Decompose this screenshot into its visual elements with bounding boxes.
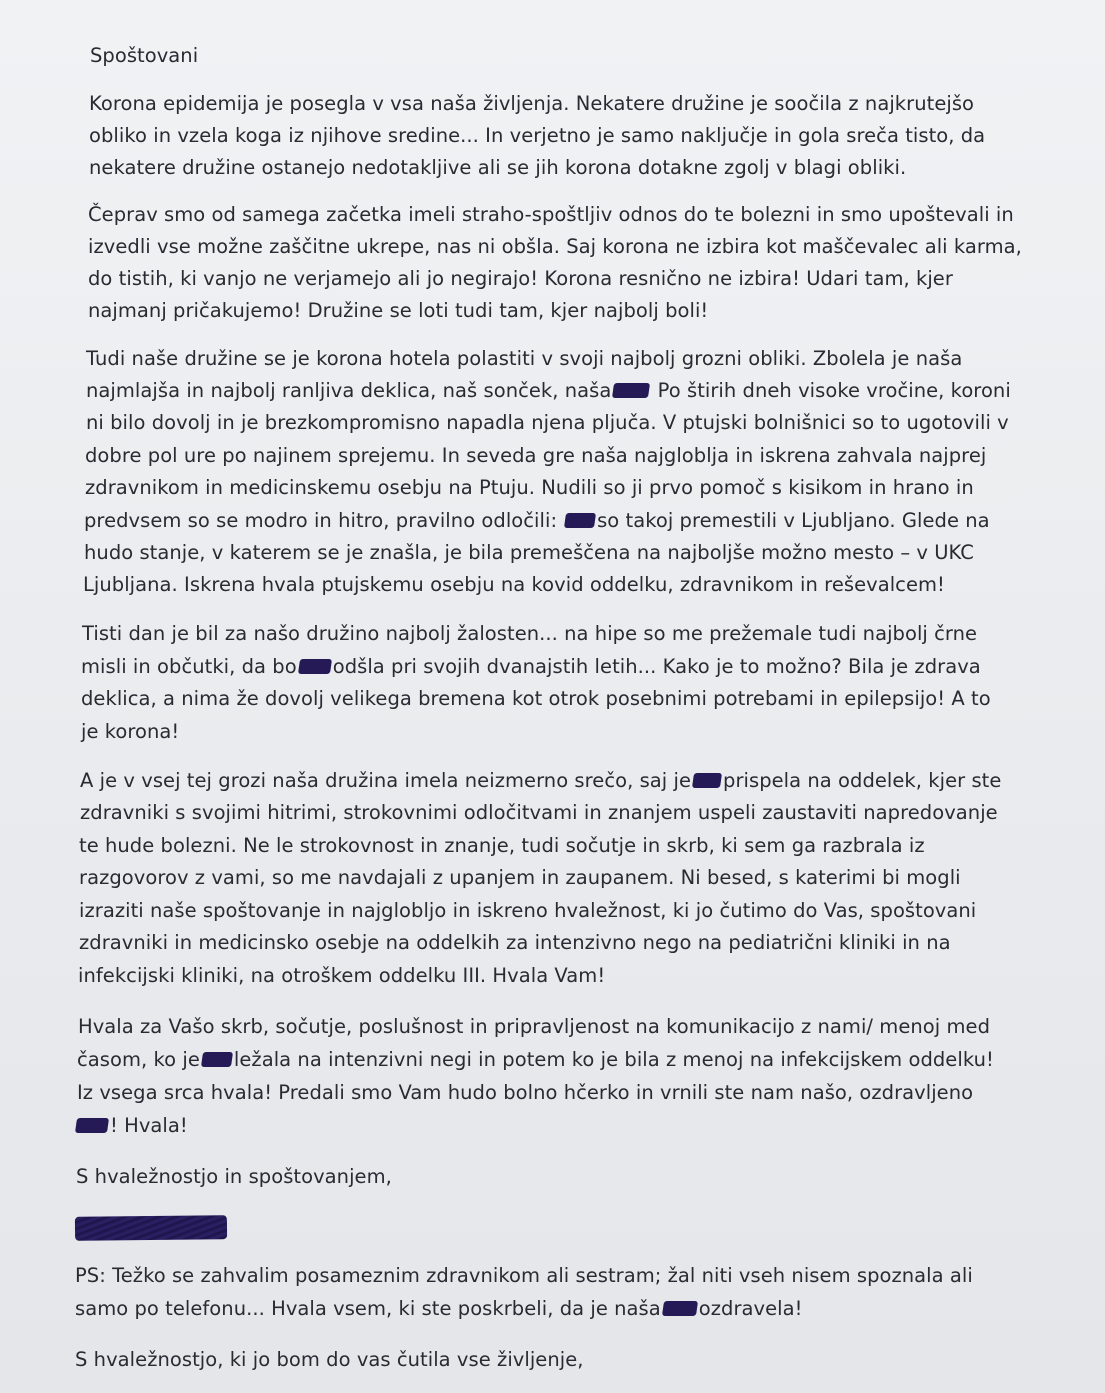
paragraph-2-line: najmanj pričakujemo! Družine se loti tudi tam, kjer najbolj boli! [88, 299, 709, 322]
ps-text: ozdravela! [698, 1297, 803, 1320]
paragraph-3-line: dobre pol ure po najinem sprejemu. In seveda gre naša najgloblja in iskrena zahvala najprej [85, 444, 987, 467]
paragraph-5-line: izraziti naše spoštovanje in najglobljo in iskreno hvaležnost, ki jo čutimo do Vas, spoštovani [79, 899, 977, 922]
paragraph-1-line: nekatere družine ostanejo nedotakljive ali se jih korona dotakne zgolj v blagi obliki. [89, 156, 907, 179]
paragraph-4-line: je korona! [81, 720, 180, 743]
paragraph-4-line: Tisti dan je bil za našo družino najbolj žalosten... na hipe so me prežemale tudi najbolj črne [82, 622, 978, 645]
paragraph-2-line: do tistih, ki vanjo ne verjamejo ali jo negirajo! Korona resnično ne izbira! Udari tam, kjer [88, 267, 953, 290]
paragraph-5-line: te hude bolezni. Ne le strokovnost in znanje, tudi sočutje in skrb, ki sem ga razbrala iz [79, 834, 925, 857]
paragraph-6-line: Iz vsega srca hvala! Predali smo Vam hudo bolno hčerko in vrnili ste nam našo, ozdravljeno [77, 1081, 974, 1104]
paragraph-3-line: Tudi naše družine se je korona hotela polastiti v svoji najbolj grozni obliki. Zbolela je naša [86, 347, 963, 370]
paragraph-2-line: Čeprav smo od samega začetka imeli straho-spoštljiv odnos do te bolezni in smo upoštevali in [88, 203, 1014, 226]
ps-line [75, 1293, 803, 1325]
redaction-mark [692, 773, 722, 788]
paragraph-6-line [76, 1110, 188, 1142]
paragraph-1-line: Korona epidemija je posegla v vsa naša življenja. Nekatere družine je soočila z najkrutejšo [89, 92, 975, 115]
paragraph-1-line: obliko in vzela koga iz njihove sredine... In verjetno je samo naključje in gola sreča tisto, da [89, 124, 986, 147]
paragraph-3-line: hudo stanje, v katerem se je znašla, je bila premeščena na najboljše možno mesto – v UKC [84, 541, 974, 564]
paragraph-6-line: Hvala za Vašo skrb, sočutje, poslušnost in pripravljenost na komunikacijo z nami/ menoj med [78, 1015, 991, 1038]
paragraph-3-text: predvsem so se modro in hitro, pravilno odločili: [84, 509, 558, 532]
paragraph-5-line: razgovorov z vami, so me navdajali z upanjem in zaupanem. Ni besed, s katerimi bi mogli [79, 866, 961, 889]
paragraph-3-line: ni bilo dovolj in je brezkompromisno napadla njena pljuča. V ptujski bolnišnici so to ugotovili v [86, 411, 1009, 434]
paragraph-3-text: Po štirih dneh visoke vročine, koroni [651, 379, 1011, 402]
paragraph-4-line [81, 651, 981, 683]
paragraph-3-line [84, 505, 990, 537]
paragraph-5-line: zdravniki in medicinsko osebje na oddelkih za intenzivno nego na pediatrični kliniki in na [79, 931, 951, 954]
redaction-mark [298, 659, 332, 674]
paragraph-5-text: prispela na oddelek, kjer ste [723, 769, 1002, 792]
redaction-mark [612, 383, 650, 398]
paragraph-2-line: izvedli vse možne zaščitne ukrepe, nas ni obšla. Saj korona ne izbira kot maščevalec ali karma, [88, 235, 1022, 258]
ps-text: samo po telefonu... Hvala vsem, ki ste poskrbeli, da je naša [75, 1297, 661, 1320]
paragraph-3-line: Ljubljana. Iskrena hvala ptujskemu osebju na kovid oddelku, zdravnikom in reševalcem! [83, 573, 945, 596]
redaction-mark [662, 1301, 698, 1316]
redaction-mark [201, 1052, 233, 1067]
paragraph-5-text: A je v vsej tej grozi naša družina imela neizmerno srečo, saj je [80, 769, 692, 792]
paragraph-6-text: ! Hvala! [110, 1114, 188, 1137]
greeting: Spoštovani [90, 44, 199, 67]
paragraph-4-text: misli in občutki, da bo [81, 655, 297, 678]
paragraph-6-text: ležala na intenzivni negi in potem ko je bila z menoj na infekcijskem oddelku! [233, 1048, 994, 1071]
redaction-mark [75, 1118, 109, 1133]
paragraph-5-line: zdravniki s svojimi hitrimi, strokovnimi odločitvami in znanjem uspeli zaustaviti napredovanje [80, 801, 998, 824]
paragraph-6-line [77, 1044, 994, 1076]
paragraph-3-line [86, 375, 1011, 407]
redacted-signature [75, 1215, 227, 1241]
final-line: S hvaležnostjo, ki jo bom do vas čutila vse življenje, [75, 1348, 584, 1371]
paragraph-3-text: najmlajša in najbolj ranljiva deklica, naš sonček, naša [86, 379, 612, 402]
closing-line: S hvaležnostjo in spoštovanjem, [76, 1165, 392, 1188]
ps-line: PS: Težko se zahvalim posameznim zdravnikom ali sestram; žal niti vseh nisem spoznala ali [75, 1264, 973, 1287]
paragraph-4-line: deklica, a nima že dovolj velikega bremena kot otrok posebnimi potrebami in epilepsijo! A to [81, 687, 991, 710]
paragraph-3-text: so takoj premestili v Ljubljano. Glede na [597, 509, 990, 532]
redaction-mark [564, 513, 596, 528]
paragraph-6-text: časom, ko je [77, 1048, 200, 1071]
paragraph-5-line [80, 765, 1001, 797]
paragraph-4-text: odšla pri svojih dvanajstih letih... Kako je to možno? Bila je zdrava [332, 655, 981, 678]
paragraph-3-line: zdravnikom in medicinskemu osebju na Ptuju. Nudili so ji prvo pomoč s kisikom in hrano in [85, 476, 974, 499]
paragraph-5-line: infekcijski kliniki, na otroškem oddelku III. Hvala Vam! [78, 964, 606, 987]
